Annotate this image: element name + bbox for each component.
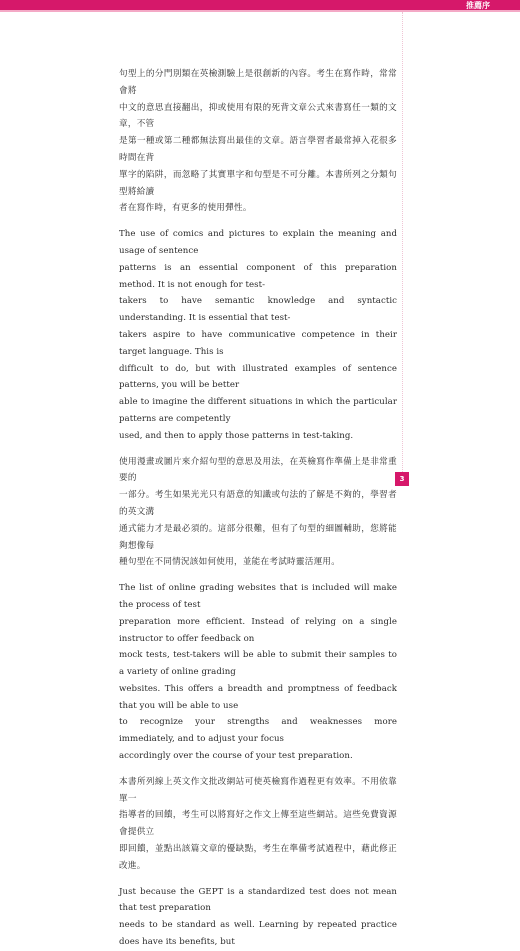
page-number: 3 — [399, 475, 405, 483]
page-body — [119, 66, 397, 951]
paragraph-zh-1: 句型上的分門別類在英檢測驗上是很創新的內容。考生在寫作時，常常會將 中文的意思直接翻出，抑或使用有限的死背文章公式來書寫任一類的文章，不管 是第一種或第二種都無法寫出最佳的文章。語言學習者最常掉入花很多時間在背 單字的陷阱，而忽略了其實單字和句型是不可分離。本書所列之分類句型將給讀 者在寫作時，有更多的使用彈性。 — [119, 69, 397, 214]
paragraph-zh-3: 本書所列線上英文作文批改網站可使英檢寫作過程更有效率。不用依靠單一 指導者的回饋，考生可以將寫好之作文上傳至這些網站。這些免費資源會提供立 即回饋，並點出該篇文章的優缺點，考生在準備考試過程中，藉此修正改進。 — [119, 776, 397, 871]
header-bar-light-band — [0, 10, 520, 12]
margin-rule — [402, 12, 403, 474]
paragraph-zh-2: 使用漫畫或圖片來介紹句型的意思及用法，在英檢寫作準備上是非常重要的 一部分。考生如果光光只有語意的知識或句法的了解是不夠的，學習者的英文溝 通式能力才是最必須的。這部分很難，但有了句型的細圖輔助，您將能夠想像每 種句型在不同情況該如何使用，並能在考試時靈活運用。 — [119, 456, 397, 568]
header-bar — [0, 0, 520, 12]
paragraph-en-2: The list of online grading websites that is included will make the process of test preparation more efficient. Instead of relying on a single instructor to offer feedback on mock tests, test-takers will be able to submit their samples to a variety of online grading websites. This offers a breadth and promptness of feedback that you will be able to use to recognize your strengths and weaknesses more immediately, and to adjust your focus accordingly over the course of your test preparation. — [119, 583, 397, 762]
section-label: 推薦序 — [466, 1, 490, 10]
paragraph-en-3: Just because the GEPT is a standardized test does not mean that test preparation needs to be standard as well. Learning by repeated practice does have its benefits, but — [119, 886, 397, 948]
paragraph-en-1: The use of comics and pictures to explain the meaning and usage of sentence patterns is an essential component of this preparation method. It is not enough for test- takers to have semantic knowledge and syntactic understanding. It is essential that test- takers aspire to have communicative competence in their target language. This is difficult to do, but with illustrated examples of sentence patterns, you will be better able to imagine the different situations in which the particular patterns are competently used, and then to apply those patterns in test-taking. — [119, 229, 397, 441]
